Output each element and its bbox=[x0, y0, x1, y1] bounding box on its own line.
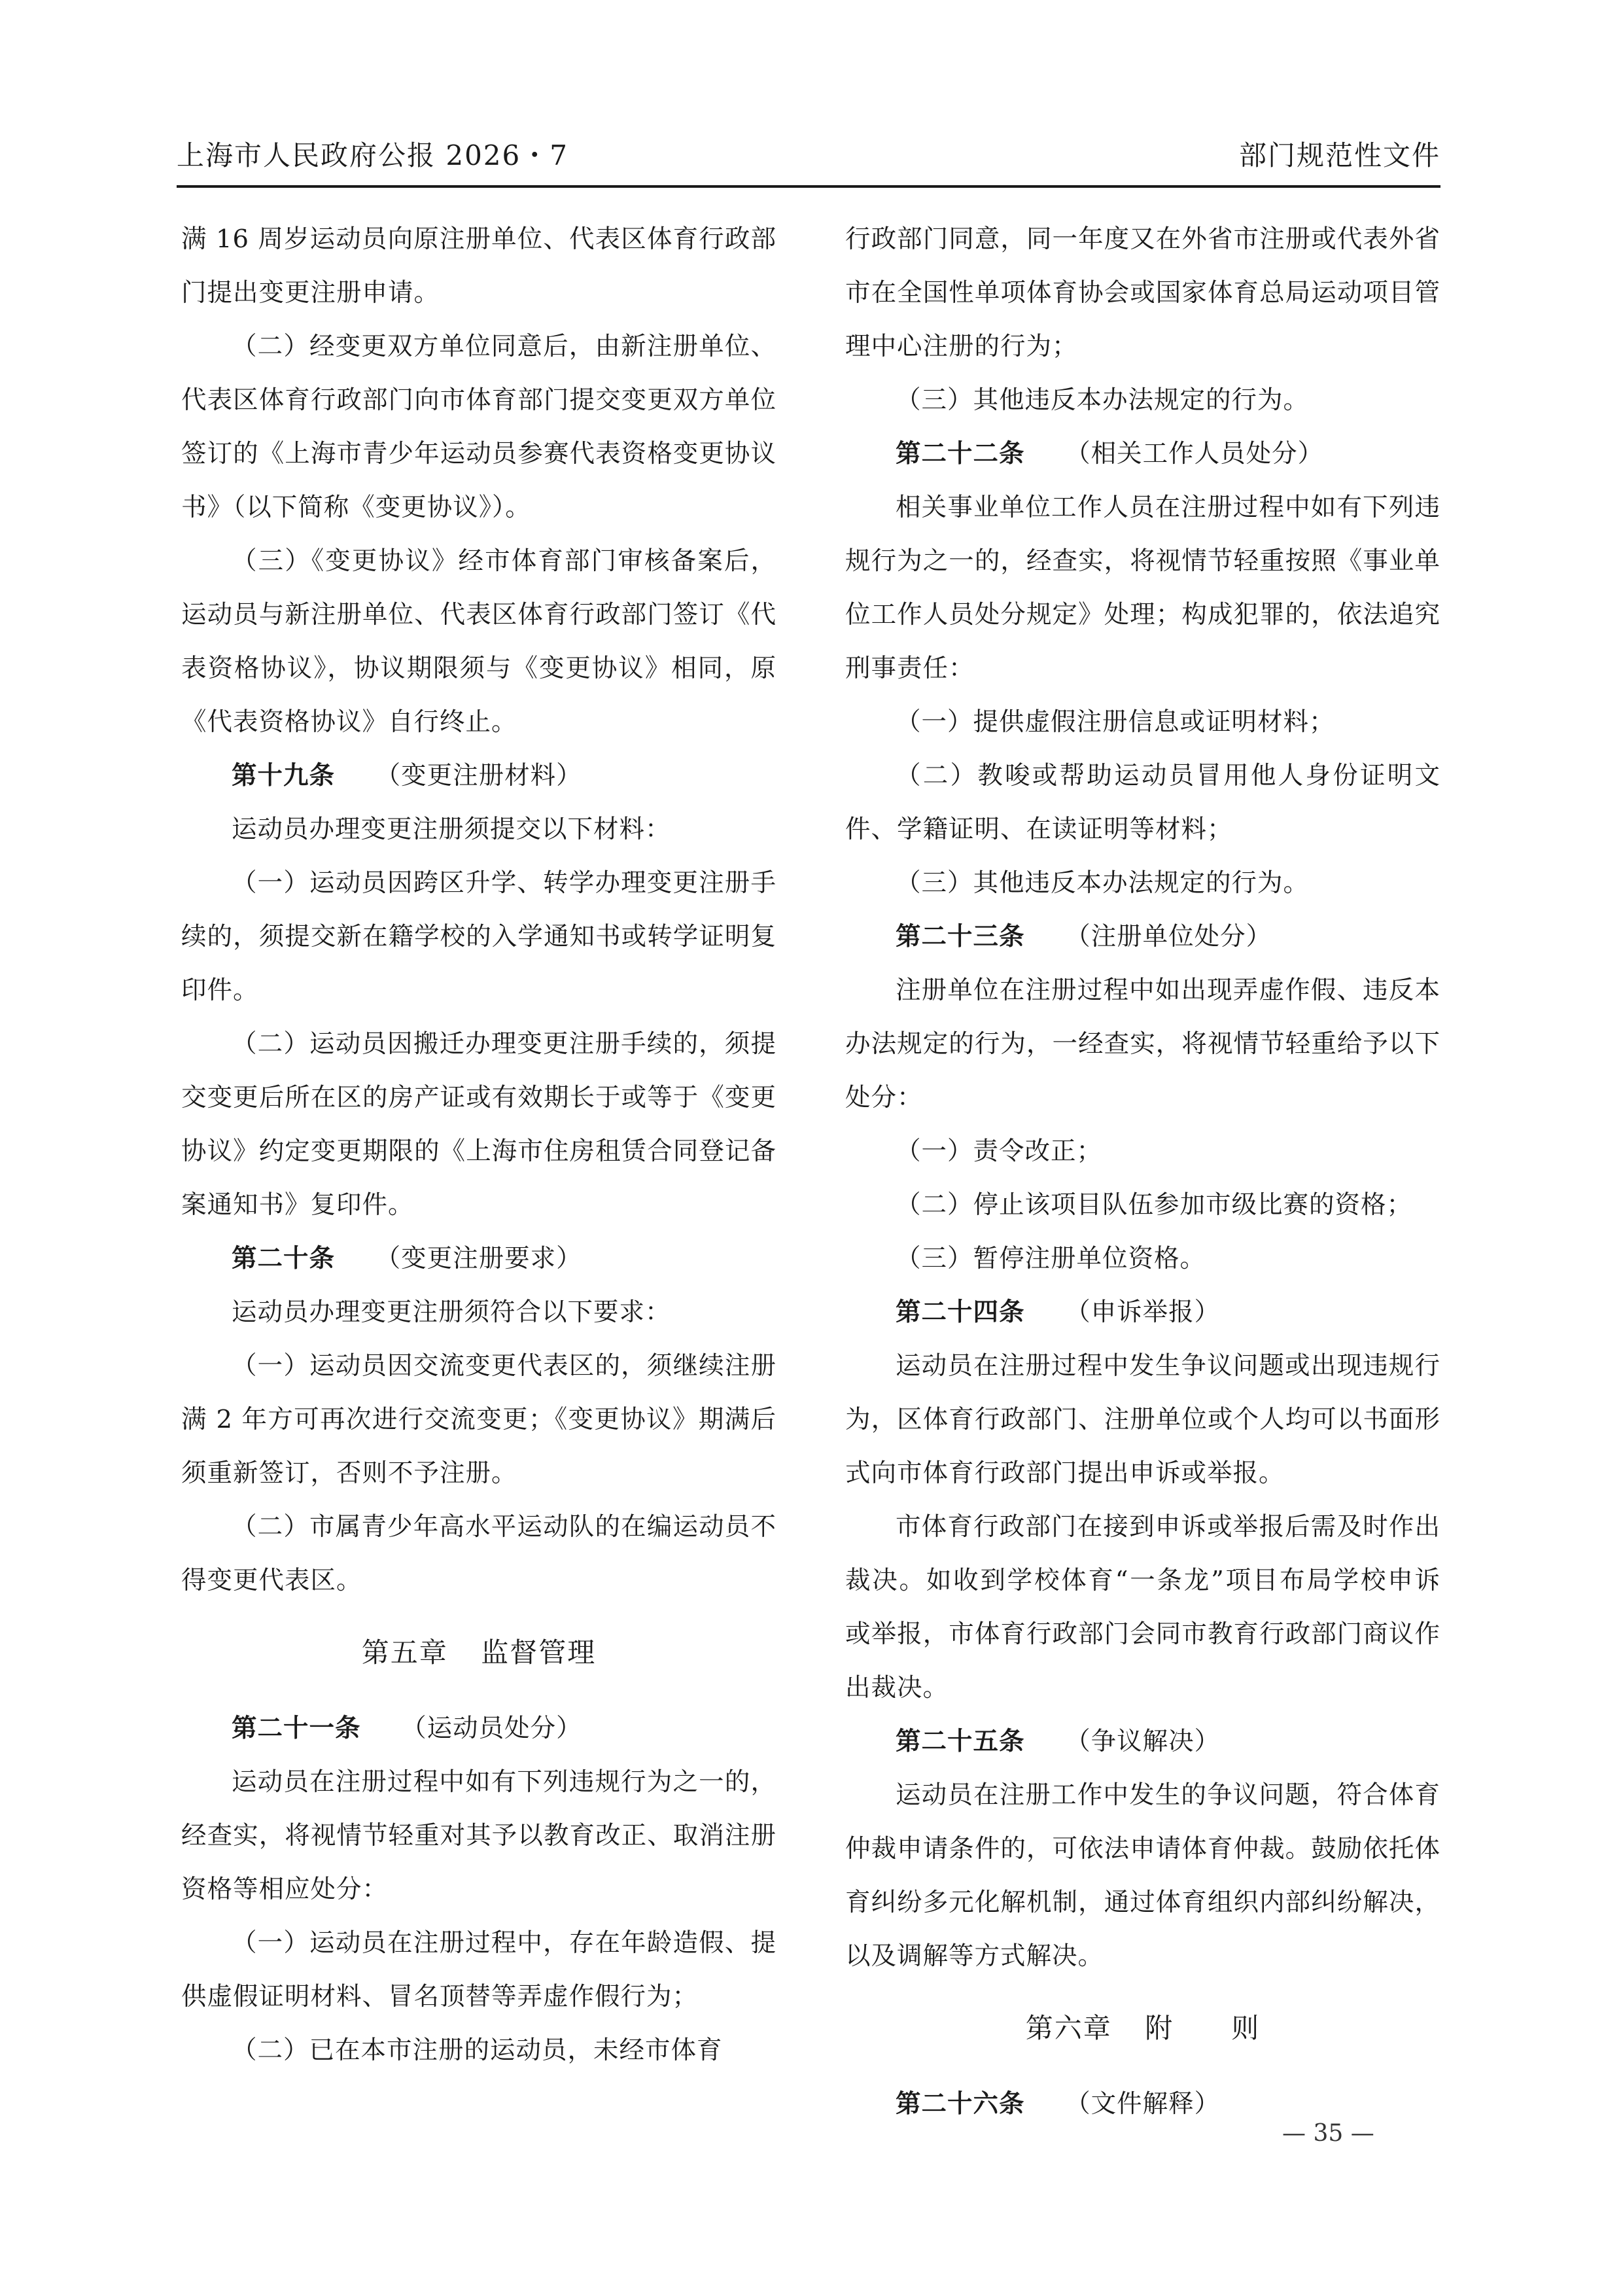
page-number: — 35 — bbox=[1282, 2120, 1374, 2147]
paragraph: （一）运动员在注册过程中，存在年龄造假、提供虚假证明材料、冒名顶替等弄虚作假行为； bbox=[181, 1928, 777, 2011]
paragraph: （三）《变更协议》经市体育部门审核备案后，运动员与新注册单位、代表区体育行政部门签订《代表资格协议》，协议期限须与《变更协议》相同，原《代表资格协议》自行终止。 bbox=[181, 546, 777, 737]
article-number: 第二十五条 bbox=[896, 1727, 1025, 1756]
article-heading bbox=[845, 427, 1440, 481]
article-number: 第二十四条 bbox=[896, 1298, 1025, 1327]
chapter-heading bbox=[181, 1626, 777, 1680]
article-heading bbox=[181, 749, 777, 803]
paragraph: （一）责令改正； bbox=[896, 1137, 1103, 1166]
paragraph: （二）教唆或帮助运动员冒用他人身份证明文件、学籍证明、在读证明等材料； bbox=[845, 761, 1440, 844]
article-subject: （注册单位处分） bbox=[1065, 922, 1272, 951]
article-subject: （相关工作人员处分） bbox=[1065, 439, 1324, 468]
article-heading bbox=[845, 1286, 1440, 1339]
paragraph: （二）市属青少年高水平运动队的在编运动员不得变更代表区。 bbox=[181, 1512, 777, 1595]
paragraph: 注册单位在注册过程中如出现弄虚作假、违反本办法规定的行为，一经查实，将视情节轻重给予以下处分： bbox=[845, 976, 1440, 1112]
paragraph: （一）提供虚假注册信息或证明材料； bbox=[896, 707, 1335, 737]
paragraph: 运动员在注册过程中如有下列违规行为之一的，经查实，将视情节轻重对其予以教育改正、取消注册资格等相应处分： bbox=[181, 1767, 777, 1904]
article-subject: （争议解决） bbox=[1065, 1727, 1221, 1756]
paragraph: 运动员在注册工作中发生的争议问题，符合体育仲裁申请条件的，可依法申请体育仲裁。鼓励依托体育纠纷多元化解机制，通过体育组织内部纠纷解决，以及调解等方式解决。 bbox=[845, 1780, 1440, 1971]
paragraph: 运动员在注册过程中发生争议问题或出现违规行为，区体育行政部门、注册单位或个人均可以书面形式向市体育行政部门提出申诉或举报。 bbox=[845, 1351, 1440, 1488]
paragraph: （三）暂停注册单位资格。 bbox=[896, 1244, 1206, 1273]
article-heading bbox=[181, 1232, 777, 1286]
paragraph: （二）已在本市注册的运动员，未经市体育 bbox=[232, 2036, 723, 2065]
article-heading bbox=[845, 910, 1440, 964]
section-title: 部门规范性文件 bbox=[1238, 139, 1440, 171]
article-subject: （运动员处分） bbox=[401, 1714, 582, 1743]
chapter-title: 附 则 bbox=[1145, 2012, 1261, 2044]
paragraph: （二）停止该项目队伍参加市级比赛的资格； bbox=[896, 1190, 1413, 1220]
paragraph: 满 16 周岁运动员向原注册单位、代表区体育行政部门提出变更注册申请。 bbox=[181, 224, 777, 308]
paragraph: （三）其他违反本办法规定的行为。 bbox=[896, 868, 1310, 898]
page-header bbox=[177, 134, 1440, 186]
article-heading bbox=[181, 1702, 777, 1756]
right-column bbox=[845, 213, 1440, 2131]
chapter-number: 第六章 bbox=[1025, 2012, 1112, 2044]
chapter-title: 监督管理 bbox=[481, 1636, 597, 1669]
gazette-title: 上海市人民政府公报 2026・7 bbox=[177, 139, 568, 171]
chapter-number: 第五章 bbox=[361, 1636, 448, 1669]
paragraph: （一）运动员因交流变更代表区的，须继续注册满 2 年方可再次进行交流变更；《变更协议》期满后须重新签订，否则不予注册。 bbox=[181, 1351, 777, 1488]
chapter-heading bbox=[845, 2002, 1440, 2055]
article-number: 第二十条 bbox=[232, 1244, 336, 1273]
paragraph: 行政部门同意，同一年度又在外省市注册或代表外省市在全国性单项体育协会或国家体育总局运动项目管理中心注册的行为； bbox=[845, 224, 1440, 361]
paragraph: 运动员办理变更注册须符合以下要求： bbox=[232, 1298, 671, 1327]
article-subject: （文件解释） bbox=[1065, 2089, 1221, 2119]
article-number: 第十九条 bbox=[232, 761, 336, 790]
paragraph: 运动员办理变更注册须提交以下材料： bbox=[232, 815, 671, 844]
article-subject: （变更注册材料） bbox=[375, 761, 582, 790]
paragraph: （二）经变更双方单位同意后，由新注册单位、代表区体育行政部门向市体育部门提交变更双方单位签订的《上海市青少年运动员参赛代表资格变更协议书》（以下简称《变更协议》）。 bbox=[181, 332, 777, 522]
article-number: 第二十三条 bbox=[896, 922, 1025, 951]
paragraph: （三）其他违反本办法规定的行为。 bbox=[896, 385, 1310, 415]
article-heading bbox=[845, 1715, 1440, 1769]
article-subject: （申诉举报） bbox=[1065, 1298, 1221, 1327]
paragraph: （一）运动员因跨区升学、转学办理变更注册手续的，须提交新在籍学校的入学通知书或转学证明复印件。 bbox=[181, 868, 777, 1005]
article-number: 第二十六条 bbox=[896, 2089, 1025, 2119]
left-column bbox=[181, 213, 777, 2077]
article-number: 第二十一条 bbox=[232, 1714, 361, 1743]
paragraph: （二）运动员因搬迁办理变更注册手续的，须提交变更后所在区的房产证或有效期长于或等于《变更协议》约定变更期限的《上海市住房租赁合同登记备案通知书》复印件。 bbox=[181, 1029, 777, 1220]
article-subject: （变更注册要求） bbox=[375, 1244, 582, 1273]
paragraph: 相关事业单位工作人员在注册过程中如有下列违规行为之一的，经查实，将视情节轻重按照《事业单位工作人员处分规定》处理；构成犯罪的，依法追究刑事责任： bbox=[845, 493, 1440, 683]
article-number: 第二十二条 bbox=[896, 439, 1025, 468]
paragraph: 市体育行政部门在接到申诉或举报后需及时作出裁决。如收到学校体育“一条龙”项目布局学校申诉或举报，市体育行政部门会同市教育行政部门商议作出裁决。 bbox=[845, 1512, 1440, 1703]
header-divider bbox=[177, 185, 1440, 188]
